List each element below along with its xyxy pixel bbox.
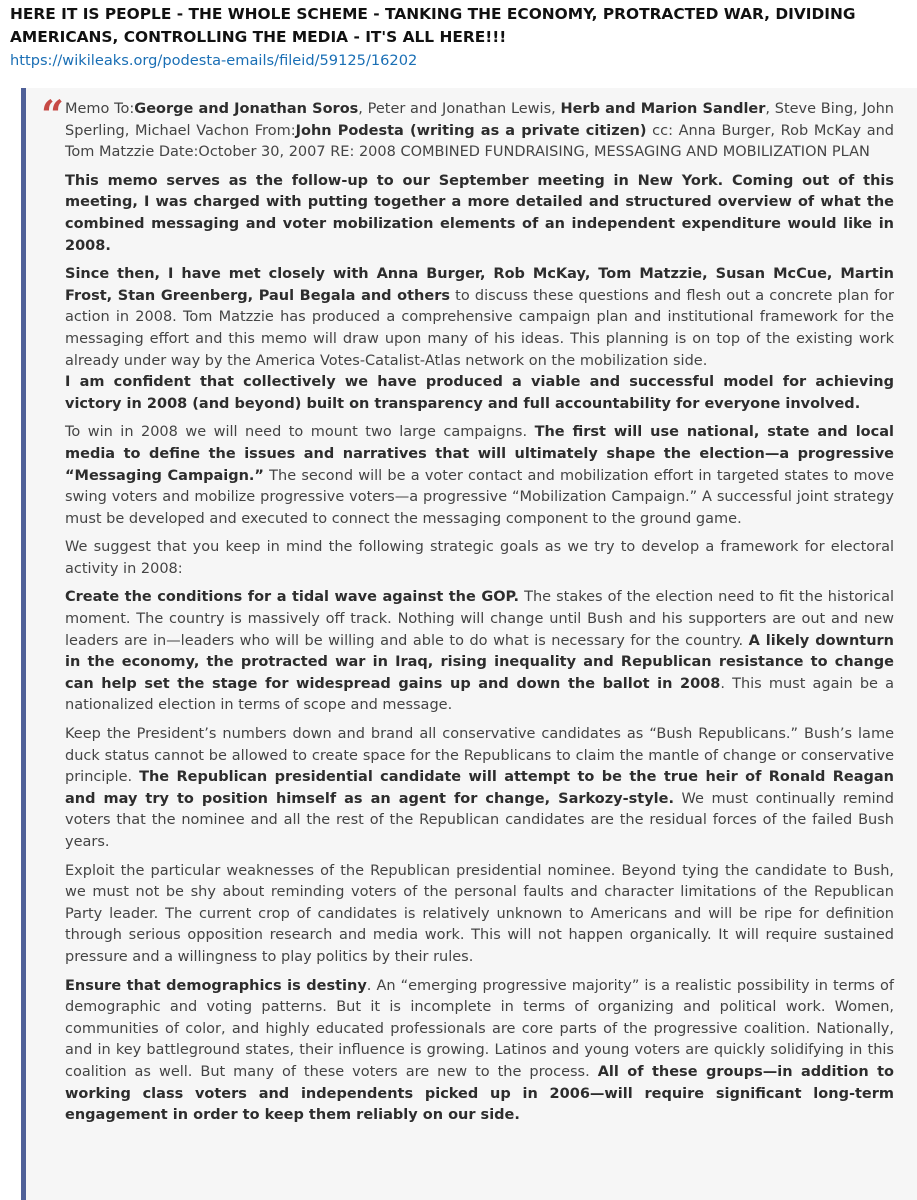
bold-run: The first will use national, state and local media to define the issues and narratives that will ultimately shape the election—a progressive “Messaging Campaign.” [65, 424, 894, 484]
memo-paragraph [65, 861, 894, 969]
text-run: cc: Anna Burger, Rob McKay and Tom Matzzie Date:October 30, 2007 RE: 2008 COMBINED FUNDRAISING, MESSAGING AND MOBILIZATION PLAN [65, 122, 894, 161]
quote-mark-icon: “ [41, 92, 63, 139]
bold-run: Ensure that demographics is destiny [65, 977, 367, 994]
bold-run: Create the conditions for a tidal wave against the GOP. [65, 589, 520, 606]
bold-run: Since then, I have met closely with Anna Burger, Rob McKay, Tom Matzzie, Susan McCue, Martin Frost, Stan Greenberg, Paul Begala and others [65, 266, 894, 304]
post-title: HERE IT IS PEOPLE - THE WHOLE SCHEME - TANKING THE ECONOMY, PROTRACTED WAR, DIVIDING AMERICANS, CONTROLLING THE MEDIA - IT'S ALL HERE!!! [10, 5, 856, 46]
memo-paragraph [65, 372, 894, 415]
text-run: . This must again be a nationalized election in terms of scope and message. [65, 675, 894, 714]
text-run: The second will be a voter contact and mobilization effort in targeted states to move swing voters and mobilize progressive voters—a progressive “Mobilization Campaign.” A successful joint strategy must be developed and executed to connect the messaging component to the ground game. [65, 467, 894, 527]
bold-run: All of these groups—in addition to working class voters and independents picked up in 2006—will require significant long-term engagement in order to keep them reliably on our side. [65, 1063, 894, 1124]
text-run: to discuss these questions and flesh out a concrete plan for action in 2008. Tom Matzzie has produced a comprehensive campaign plan and institutional framework for the messaging effort and this memo will draw upon many of his ideas. This planning is on top of the existing work already under way by the America Votes-Catalist-Atlas network on the mobilization side. [65, 287, 895, 369]
text-run: The stakes of the election need to fit the historical moment. The country is massively off track. Nothing will change until Bush and his supporters are out and new leaders are in—leaders who will be willing and able to do what is necessary for the country. [65, 589, 894, 649]
bold-run: A likely downturn in the economy, the protracted war in Iraq, rising inequality and Republican resistance to change can help set the stage for widespread gains up and down the ballot in 2008 [65, 632, 894, 692]
memo-paragraph [65, 976, 894, 1127]
text-run: We suggest that you keep in mind the following strategic goals as we try to develop a framework for electoral activity in 2008: [65, 539, 894, 577]
bold-run: Herb and Marion Sandler [560, 101, 766, 117]
memo-header-paragraph [65, 99, 894, 164]
text-run: . An “emerging progressive majority” is a realistic possibility in terms of demographic and voting patterns. But it is incomplete in terms of organizing and political work. Women, communities of color, and highly educated professionals are core parts of the progressive coalition. Nationally, and in key battleground states, their influence is growing. Latinos and young voters are quickly solidifying in this coalition as well. But many of these voters are new to the process. [65, 977, 894, 1080]
bold-run: George and Jonathan Soros [134, 101, 359, 117]
text-run: We must continually remind voters that the nominee and all the rest of the Republican candidates are the residual forces of the failed Bush years. [65, 790, 894, 850]
bold-run: The Republican presidential candidate will attempt to be the true heir of Ronald Reagan and may try to position himself as an agent for change, Sarkozy-style. [65, 769, 894, 807]
memo-paragraph [65, 587, 894, 717]
text-run: To win in 2008 we will need to mount two large campaigns. [65, 424, 535, 441]
memo-paragraph [65, 724, 894, 854]
text-run: , Peter and Jonathan Lewis, [358, 101, 561, 117]
text-run: , Steve Bing, John Sperling, Michael Vachon From: [65, 101, 894, 139]
bold-run: This memo serves as the follow-up to our September meeting in New York. Coming out of this meeting, I was charged with putting together a more detailed and structured overview of what the combined messaging and voter mobilization elements of an independent expenditure would like in 2008. [65, 172, 894, 254]
memo-paragraph [65, 171, 894, 257]
text-run: Keep the President’s numbers down and brand all conservative candidates as “Bush Republicans.” Bush’s lame duck status cannot be allowed to create space for the Republicans to claim the mantle of change or conservative principle. [65, 726, 894, 786]
memo-paragraph [65, 537, 894, 580]
text-run: Memo To: [65, 101, 135, 117]
bold-run: I am confident that collectively we have produced a viable and successful model for achieving victory in 2008 (and beyond) built on transparency and full accountability for everyone involved. [65, 374, 894, 412]
wikileaks-link[interactable]: https://wikileaks.org/podesta-emails/fileid/59125/16202 [10, 52, 418, 69]
memo-paragraph [65, 264, 894, 372]
memo-paragraph [65, 422, 894, 530]
blockquote [21, 88, 917, 1200]
bold-run: John Podesta (writing as a private citizen) [295, 122, 647, 139]
text-run: Exploit the particular weaknesses of the Republican presidential nominee. Beyond tying the candidate to Bush, we must not be shy about reminding voters of the personal faults and character limitations of the Republican Party leader. The current crop of candidates is relatively unknown to Americans and will be ripe for definition through serious opposition research and media work. This will not happen organically. It will require sustained pressure and a willingness to play politics by their rules. [65, 862, 894, 965]
memo-text [65, 99, 894, 1134]
